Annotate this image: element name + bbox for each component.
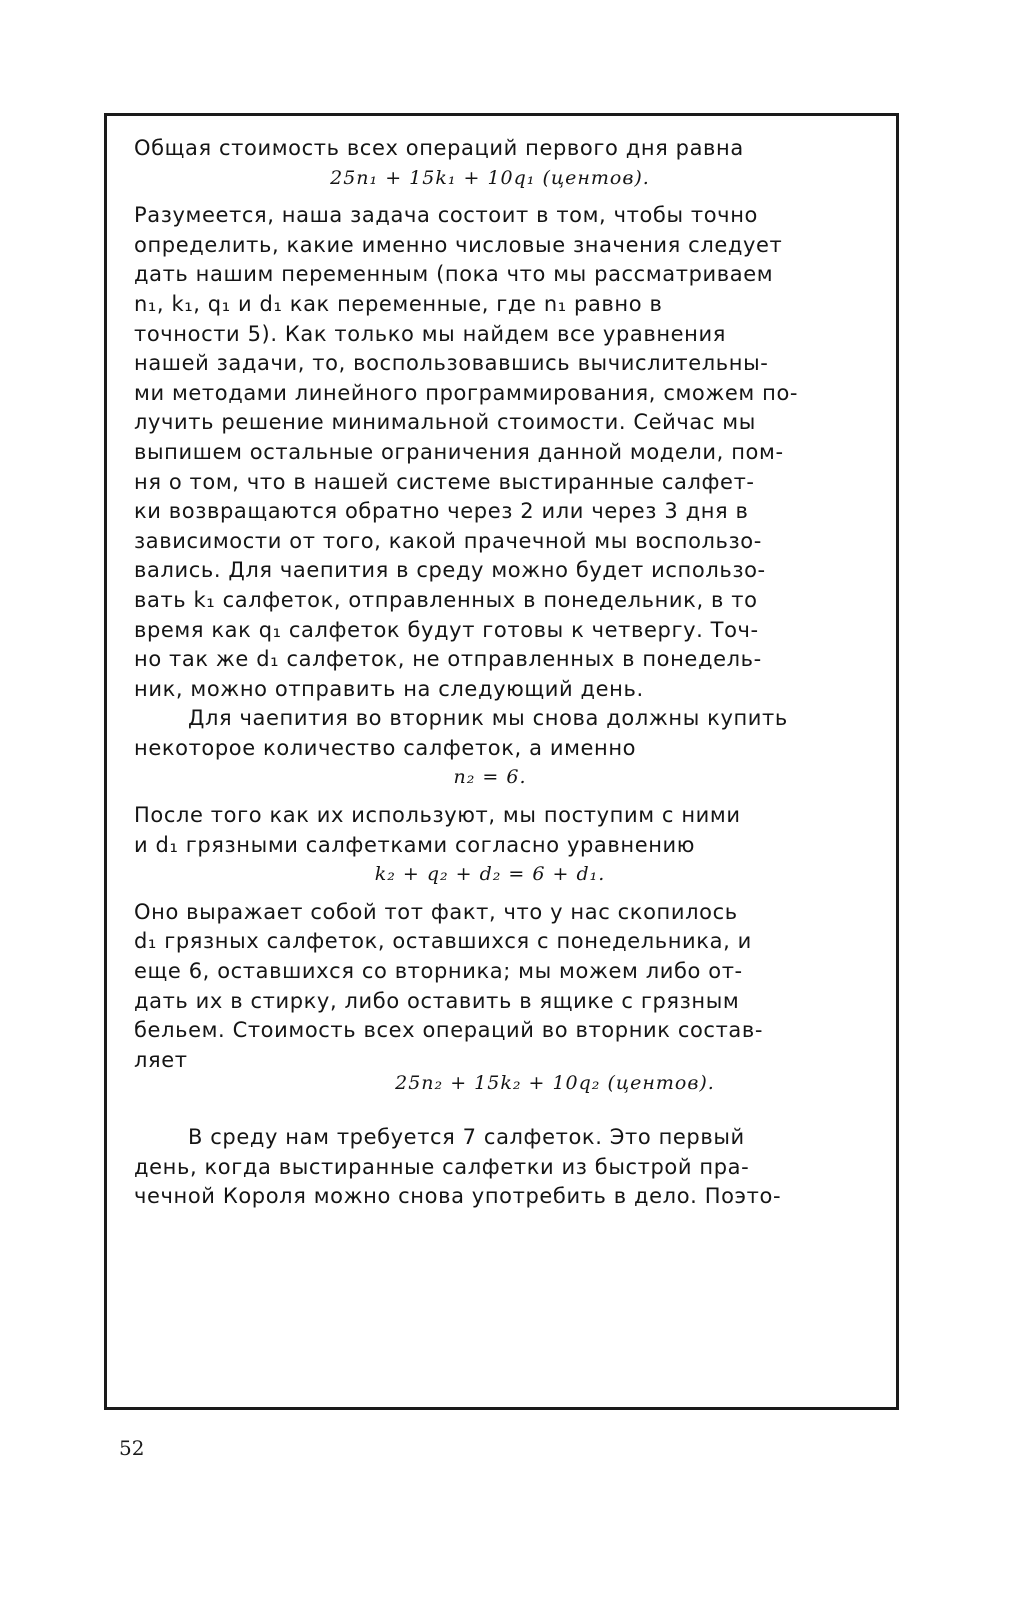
text-line: Оно выражает собой тот факт, что у нас скопилось [134,899,738,924]
text-line: вались. Для чаепития в среду можно будет использо- [134,558,766,583]
formula-cost-day2: 25n₂ + 15k₂ + 10q₂ (центов). [395,1072,715,1095]
formula-cost-day1: 25n₁ + 15k₁ + 10q₁ (центов). [330,166,650,189]
text-line: Разумеется, наша задача состоит в том, чтобы точно [134,203,758,228]
text-line: ник, можно отправить на следующий день. [134,676,644,701]
text-line: Общая стоимость всех операций первого дня равна [134,136,744,160]
text-line: вать k₁ салфеток, отправленных в понедельник, в то [134,587,758,612]
formula-balance-day2: k₂ + q₂ + d₂ = 6 + d₁. [374,863,606,886]
text-line: и d₁ грязными салфетками согласно уравнению [134,832,696,857]
text-line: еще 6, оставшихся со вторника; мы можем либо от- [134,959,743,984]
text-line: зависимости от того, какой прачечной мы воспользо- [134,528,762,553]
text-line: ми методами линейного программирования, сможем по- [134,380,799,405]
text-line: некоторое количество салфеток, а именно [134,735,637,760]
text-line: дать их в стирку, либо оставить в ящике с грязным [134,988,740,1013]
text-line: ки возвращаются обратно через 2 или через 3 дня в [134,499,749,524]
page-number: 52 [119,1436,145,1460]
page-body [134,134,846,1212]
text-line: бельем. Стоимость всех операций во вторник состав- [134,1018,764,1043]
text-line: В среду нам требуется 7 салфеток. Это первый [188,1125,745,1149]
text-line: выпишем остальные ограничения данной модели, пом- [134,439,784,464]
formula-n2: n₂ = 6. [453,766,527,789]
text-line: день, когда выстиранные салфетки из быстрой пра- [134,1154,750,1179]
text-line: ляет [134,1047,188,1072]
text-line: ня о том, что в нашей системе выстиранные салфет- [134,469,755,494]
text-line: d₁ грязных салфеток, оставшихся с понедельника, и [134,929,752,954]
text-line: дать нашим переменным (пока что мы рассматриваем [134,262,774,287]
text-line: точности 5). Как только мы найдем все уравнения [134,321,726,346]
text-line: нашей задачи, то, воспользовавшись вычислительны- [134,351,769,376]
text-line: лучить решение минимальной стоимости. Сейчас мы [134,410,756,435]
text-line: чечной Короля можно снова употребить в дело. Поэто- [134,1184,782,1209]
text-line: Для чаепития во вторник мы снова должны купить [188,706,788,731]
text-line: определить, какие именно числовые значения следует [134,232,783,257]
text-line: но так же d₁ салфеток, не отправленных в понедель- [134,647,762,672]
text-line: n₁, k₁, q₁ и d₁ как переменные, где n₁ равно в [134,291,663,316]
text-line: После того как их используют, мы поступим с ними [134,803,741,828]
text-line: время как q₁ салфеток будут готовы к четвергу. Точ- [134,617,759,642]
